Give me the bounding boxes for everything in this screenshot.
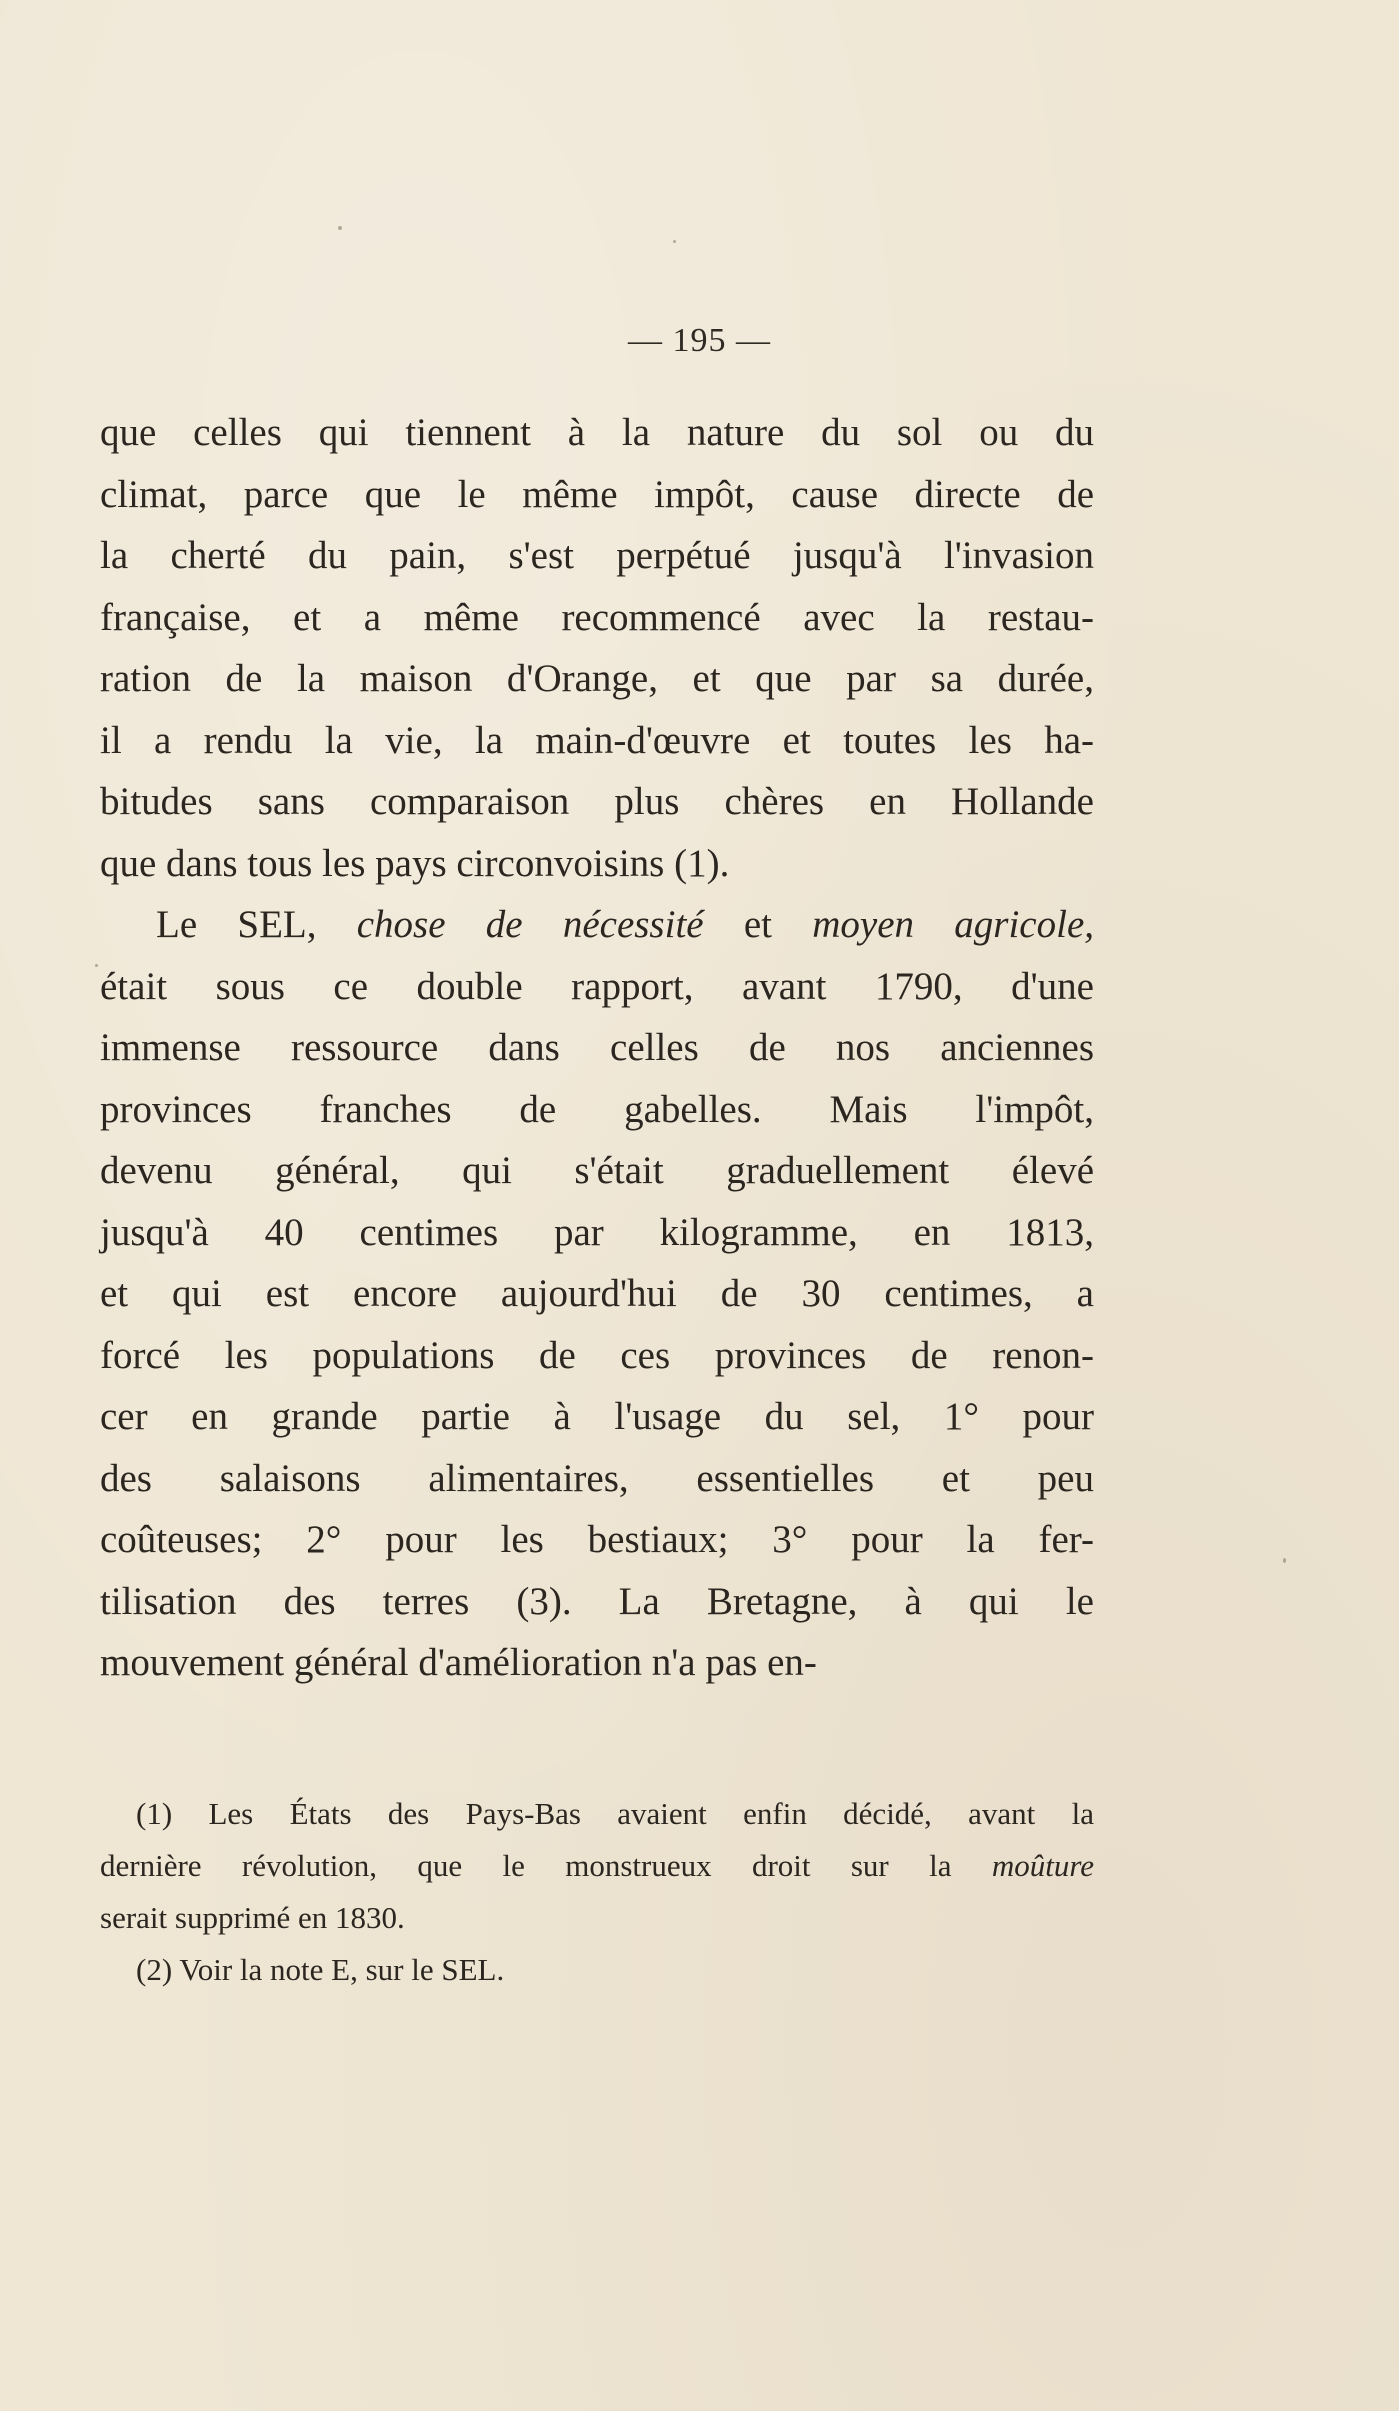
footnote-1-text: dernière révolution, que le monstrueux droit sur la <box>100 1848 992 1883</box>
text-line: devenu général, qui s'était graduellement élevé <box>100 1149 1094 1192</box>
main-text-block <box>100 402 1094 1694</box>
text-line: coûteuses; 2° pour les bestiaux; 3° pour la fer- <box>100 1518 1094 1561</box>
text-line: était sous ce double rapport, avant 1790, d'une <box>100 964 1094 1008</box>
paper-speck <box>673 240 676 243</box>
page-number: — 195 — <box>628 322 771 359</box>
text-line: cer en grande partie à l'usage du sel, 1° pour <box>100 1395 1094 1438</box>
paper-speck <box>95 964 98 967</box>
footnotes <box>100 1788 1094 1996</box>
text-line: climat, parce que le même impôt, cause directe de <box>100 472 1094 516</box>
paper-speck <box>338 226 342 230</box>
text-line: que celles qui tiennent à la nature du sol ou du <box>100 411 1094 454</box>
text-line: jusqu'à 40 centimes par kilogramme, en 1813, <box>100 1210 1094 1254</box>
para2-italic-phrase-1: chose de nécessité <box>356 903 704 946</box>
paper-speck <box>1283 1558 1286 1563</box>
footnote-1-line: (1) Les États des Pays-Bas avaient enfin décidé, avant la <box>136 1796 1094 1831</box>
text-line: que dans tous les pays circonvoisins (1). <box>100 841 730 885</box>
footnote-1-line <box>100 1840 1094 1892</box>
text-line: mouvement général d'amélioration n'a pas en- <box>100 1641 817 1684</box>
para2-mid: et <box>703 903 813 946</box>
footnote-1-italic-word: moûture <box>991 1848 1094 1883</box>
text-line: bitudes sans comparaison plus chères en Hollande <box>100 780 1094 823</box>
footnote-1-line: serait supprimé en 1830. <box>100 1900 405 1935</box>
para2-start: Le SEL, <box>156 903 357 946</box>
text-line: des salaisons alimentaires, essentielles et peu <box>100 1456 1094 1500</box>
text-line: ration de la maison d'Orange, et que par sa durée, <box>100 657 1094 700</box>
para2-italic-phrase-2: moyen agricole, <box>812 903 1095 946</box>
paragraph-2-first-line <box>100 894 1094 956</box>
text-line: tilisation des terres (3). La Bretagne, à qui le <box>100 1579 1094 1623</box>
text-line: la cherté du pain, s'est perpétué jusqu'à l'invasion <box>100 534 1094 577</box>
text-line: il a rendu la vie, la main-d'œuvre et toutes les ha- <box>100 718 1094 762</box>
text-line: immense ressource dans celles de nos anciennes <box>100 1026 1094 1069</box>
text-line: et qui est encore aujourd'hui de 30 centimes, a <box>100 1272 1094 1315</box>
text-line: provinces franches de gabelles. Mais l'impôt, <box>100 1087 1094 1131</box>
text-line: française, et a même recommencé avec la restau- <box>100 595 1094 639</box>
footnote-2-line: (2) Voir la note E, sur le SEL. <box>136 1952 505 1987</box>
text-line: forcé les populations de ces provinces de renon- <box>100 1333 1094 1377</box>
